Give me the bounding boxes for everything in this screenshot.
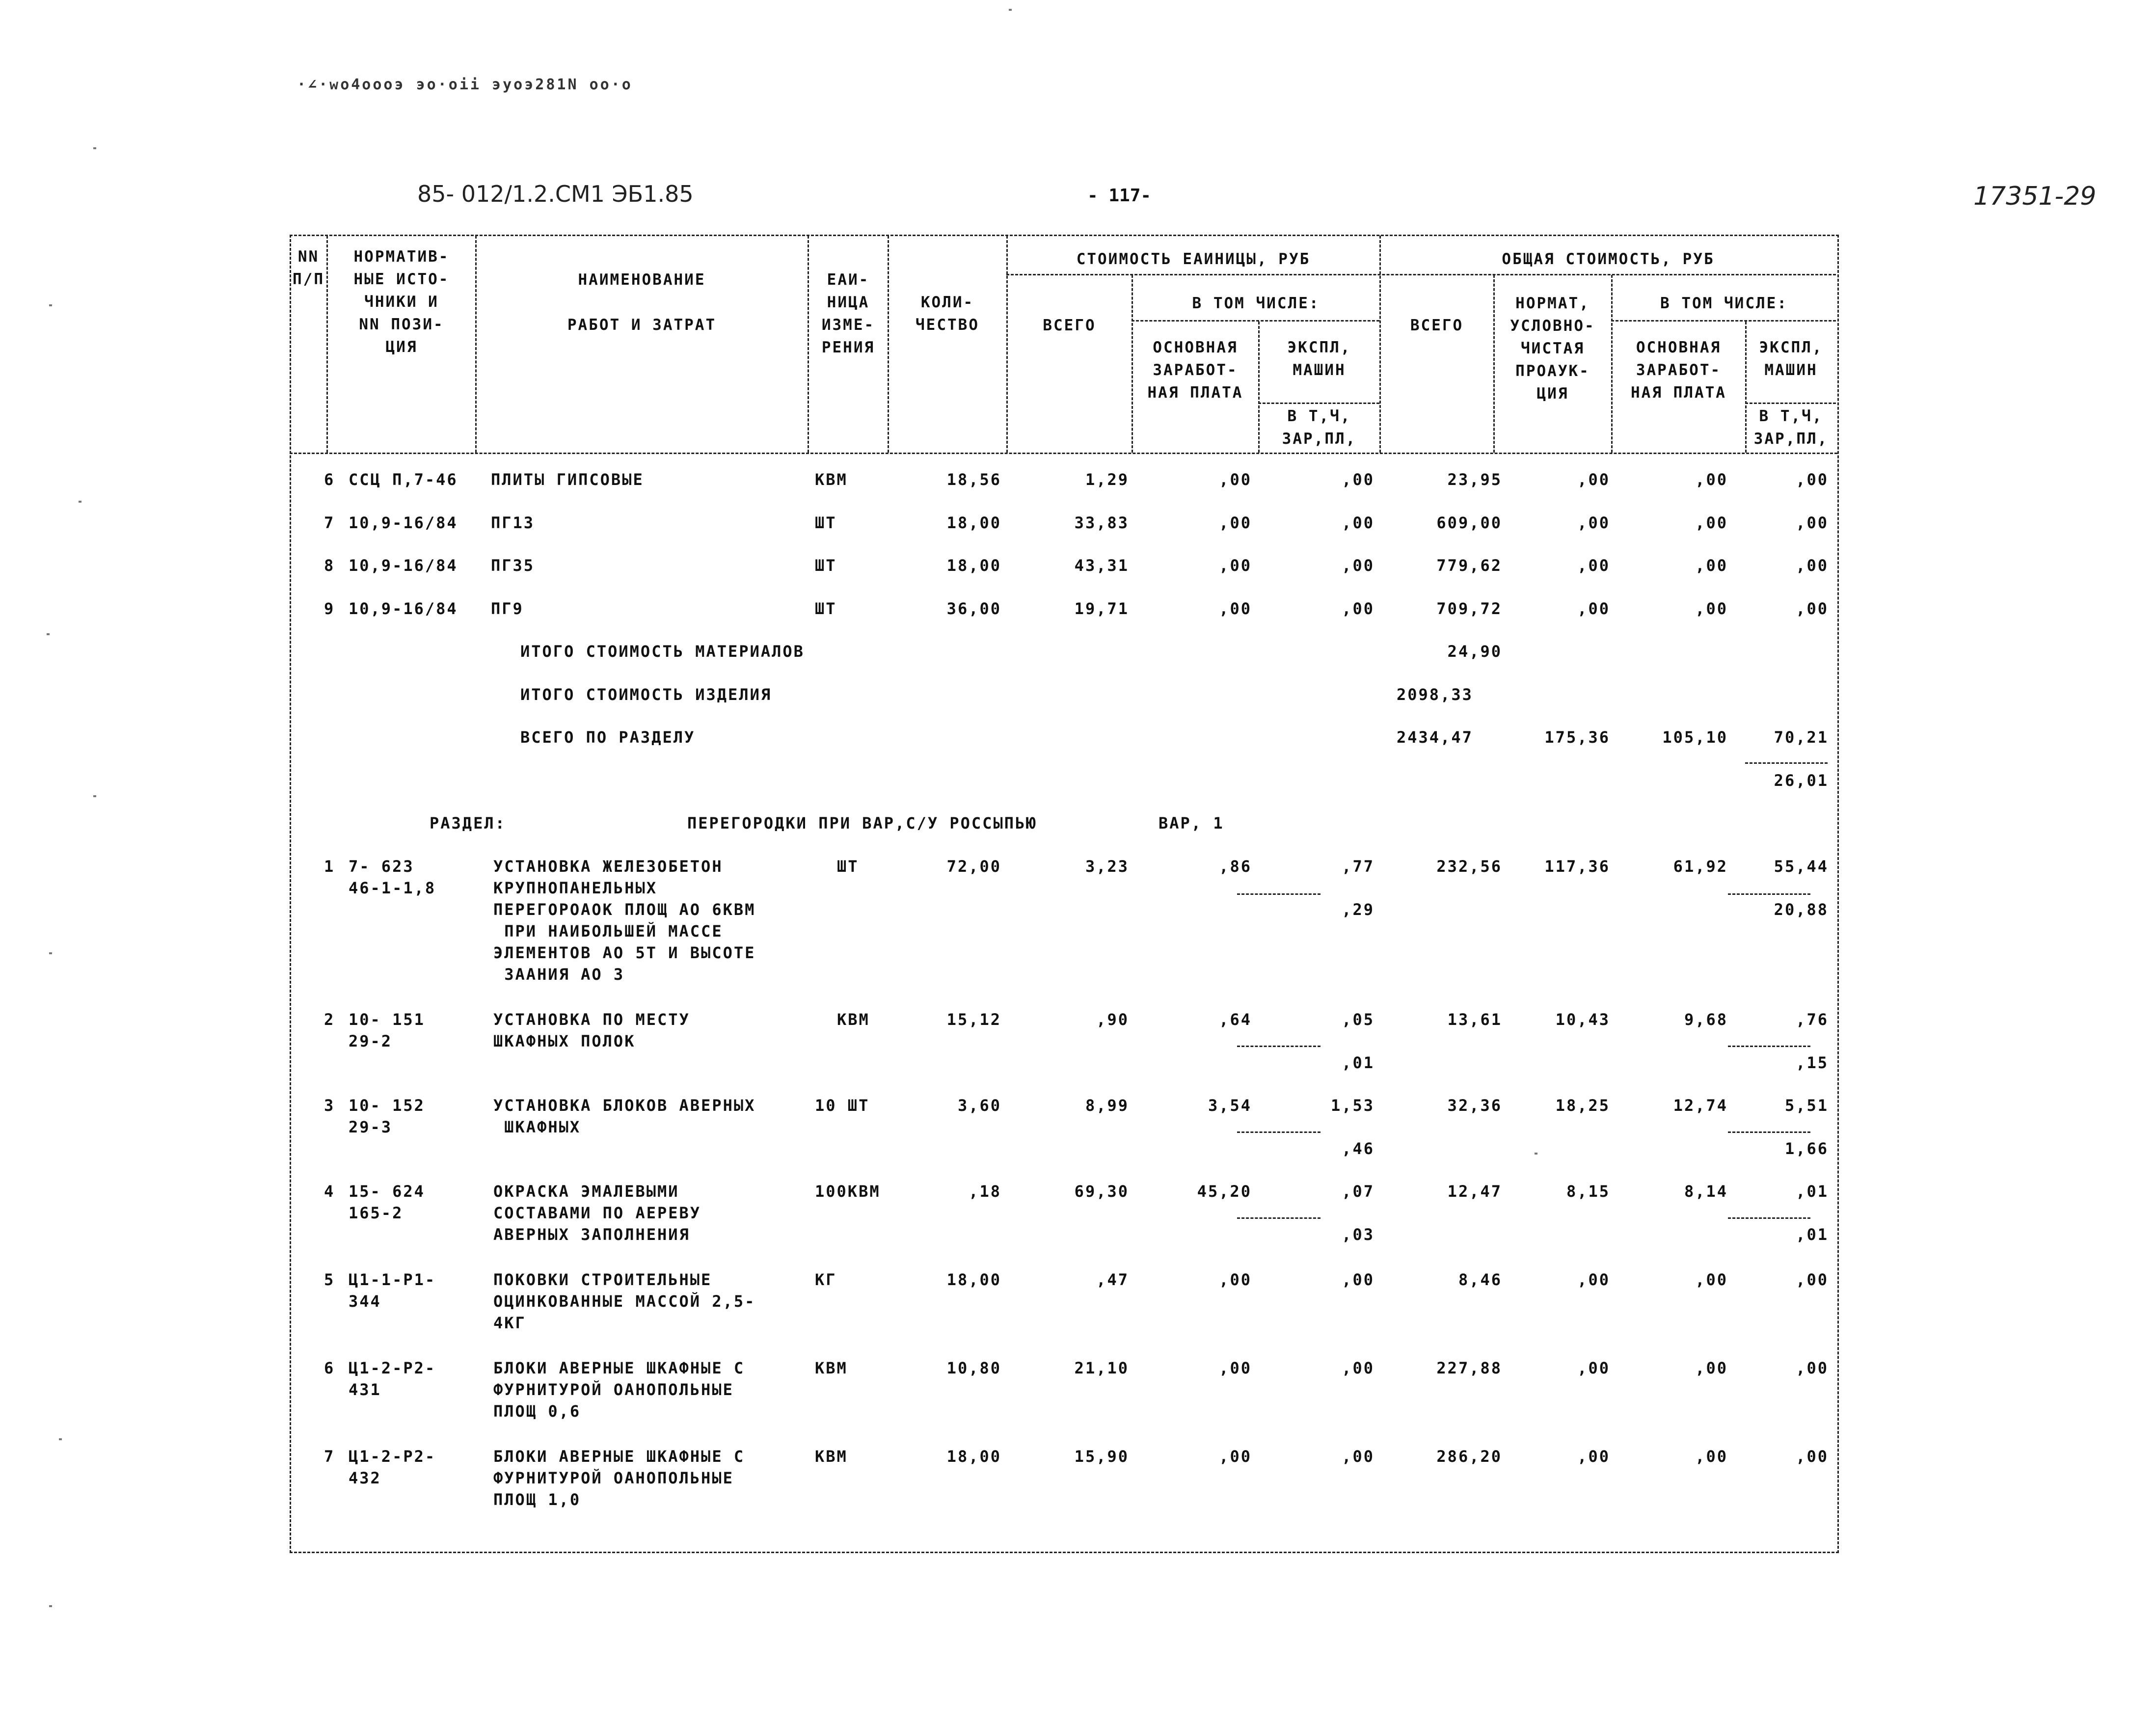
row-unit: КВМ: [815, 1359, 848, 1377]
row-unit: КВМ: [815, 1447, 848, 1466]
row-name: БЛОКИ АВЕРНЫЕ ШКАФНЫЕ С ФУРНИТУРОЙ ОАНОПОЛЬНЫЕ ПЛОЩ 0,6: [493, 1359, 745, 1421]
row-total-mach: ,00: [1796, 513, 1829, 532]
row-number: 8: [324, 556, 335, 575]
row-total-norm: ,00: [1577, 556, 1610, 575]
header-divider: [290, 453, 1837, 454]
row-unit-wage: ,64: [1219, 1010, 1252, 1029]
row-unit-mach: ,00: [1342, 513, 1374, 532]
row-unit-mach: ,00: [1342, 470, 1374, 489]
row-unit: КВМ: [837, 1010, 870, 1029]
row-total-mach: ,00: [1796, 1359, 1829, 1377]
row-qty: 18,00: [946, 1270, 1001, 1289]
scan-speck: [93, 147, 96, 149]
scan-header-text: ·∠·ᴡо4оооэ эо·оіі эуоэ281N оо·о: [297, 76, 633, 93]
row-unit-mach: ,05: [1342, 1010, 1374, 1029]
row-qty: ,18: [969, 1182, 1001, 1201]
table-row: [295, 598, 1831, 619]
row-unit-wage: ,00: [1219, 513, 1252, 532]
row-unit-total: 69,30: [1074, 1182, 1129, 1201]
scan-speck: [49, 952, 52, 954]
row-total-mach: ,01: [1796, 1182, 1829, 1201]
header-unit-wage: ОСНОВНАЯ ЗАРАБОТ- НАЯ ПЛАТА: [1147, 339, 1243, 402]
section-total-norm: 175,36: [1544, 728, 1610, 747]
row-number: 6: [324, 1359, 335, 1377]
row-total-all: 13,61: [1447, 1010, 1502, 1029]
row-unit-mach-wage: ,29: [1342, 900, 1374, 919]
row-unit: КВМ: [815, 470, 848, 489]
row-unit: ШТ: [815, 599, 837, 618]
row-total-all: 227,88: [1436, 1359, 1502, 1377]
row-unit-total: ,90: [1096, 1010, 1129, 1029]
row-source: Ц1-2-Р2- 432: [349, 1447, 436, 1487]
row-name: ОКРАСКА ЭМАЛЕВЫМИ СОСТАВАМИ ПО АЕРЕВУ АВЕРНЫХ ЗАПОЛНЕНИЯ: [493, 1182, 701, 1244]
product-total-label: ИТОГО СТОИМОСТЬ ИЗДЕЛИЯ: [520, 685, 772, 704]
row-name: ПГ9: [491, 599, 524, 618]
row-total-all: 609,00: [1436, 513, 1502, 532]
row-number: 5: [324, 1270, 335, 1289]
row-total-all: 779,62: [1436, 556, 1502, 575]
row-unit-mach: ,07: [1342, 1182, 1374, 1201]
row-unit-mach: ,00: [1342, 556, 1374, 575]
row-qty: 18,00: [946, 1447, 1001, 1466]
row-total-all: 23,95: [1447, 470, 1502, 489]
section-total-wage: 105,10: [1662, 728, 1728, 747]
row-qty: 18,56: [946, 470, 1001, 489]
row-name: БЛОКИ АВЕРНЫЕ ШКАФНЫЕ С ФУРНИТУРОЙ ОАНОПОЛЬНЫЕ ПЛОЩ 1,0: [493, 1447, 745, 1509]
subtotal-dash: [1728, 893, 1810, 895]
header-total-norm: НОРМАТ, УСЛОВНО- ЧИСТАЯ ПРОАУК- ЦИЯ: [1510, 295, 1595, 403]
header-subline: [1006, 274, 1836, 275]
row-unit-mach: ,00: [1342, 599, 1374, 618]
product-total-value: 2098,33: [1397, 685, 1473, 704]
row-total-mach: ,00: [1796, 556, 1829, 575]
subtotal-dash: [1728, 1046, 1810, 1047]
row-total-mach: 55,44: [1774, 857, 1829, 876]
table-row: [295, 512, 1831, 534]
row-qty: 36,00: [946, 599, 1001, 618]
table-row: [295, 856, 1831, 993]
row-total-all: 32,36: [1447, 1096, 1502, 1115]
row-total-wage: 9,68: [1684, 1010, 1728, 1029]
row-unit-mach: 1,53: [1330, 1096, 1374, 1115]
row-number: 1: [324, 857, 335, 876]
subtotal-dash: [1745, 762, 1828, 764]
materials-total-label: ИТОГО СТОИМОСТЬ МАТЕРИАЛОВ: [520, 642, 805, 661]
row-unit-wage: ,00: [1219, 556, 1252, 575]
subtotal-dash: [1237, 1046, 1321, 1047]
subtotal-dash: [1728, 1217, 1810, 1219]
row-name: ПЛИТЫ ГИПСОВЫЕ: [491, 470, 644, 489]
scan-speck: [1009, 9, 1012, 11]
row-unit: 10 ШТ: [815, 1096, 870, 1115]
table-row: [295, 1269, 1831, 1338]
row-total-norm: 8,15: [1566, 1182, 1610, 1201]
row-source: 10- 151 29-2: [349, 1010, 425, 1050]
row-total-norm: ,00: [1577, 1359, 1610, 1377]
row-unit-total: 3,23: [1085, 857, 1129, 876]
row-unit-wage: 45,20: [1197, 1182, 1252, 1201]
table-row: [295, 1181, 1831, 1259]
row-qty: 15,12: [946, 1010, 1001, 1029]
section-total-label: ВСЕГО ПО РАЗДЕЛУ: [520, 728, 696, 747]
row-source: 10,9-16/84: [349, 556, 458, 575]
header-unit-cost: СТОИМОСТЬ ЕАИНИЦЫ, РУБ: [1076, 250, 1311, 268]
row-unit-mach: ,00: [1342, 1359, 1374, 1377]
scan-speck: [47, 633, 50, 635]
row-unit-wage: ,00: [1219, 599, 1252, 618]
row-number: 7: [324, 513, 335, 532]
row-total-all: 232,56: [1436, 857, 1502, 876]
subtotal-dash: [1728, 1131, 1810, 1133]
row-unit-total: 8,99: [1085, 1096, 1129, 1115]
row-number: 4: [324, 1182, 335, 1201]
row-source: Ц1-2-Р2- 431: [349, 1359, 436, 1399]
scan-speck: [59, 1438, 62, 1440]
header-subline: [1132, 320, 1379, 322]
table-row: [295, 555, 1831, 576]
row-total-mach: ,00: [1796, 470, 1829, 489]
row-name: УСТАНОВКА ПО МЕСТУ ШКАФНЫХ ПОЛОК: [493, 1010, 690, 1050]
row-qty: 3,60: [957, 1096, 1001, 1115]
row-qty: 18,00: [946, 556, 1001, 575]
row-number: 6: [324, 470, 335, 489]
table-row: [295, 1357, 1831, 1426]
table-row: [295, 1095, 1831, 1158]
row-total-norm: 10,43: [1555, 1010, 1610, 1029]
row-source: 10,9-16/84: [349, 513, 458, 532]
row-unit-total: 1,29: [1085, 470, 1129, 489]
row-unit-total: 43,31: [1074, 556, 1129, 575]
row-name: ПОКОВКИ СТРОИТЕЛЬНЫЕ ОЦИНКОВАННЫЕ МАССОЙ 2,5- 4КГ: [493, 1270, 756, 1332]
row-qty: 10,80: [946, 1359, 1001, 1377]
table-row: [295, 1446, 1831, 1514]
row-unit: ШТ: [815, 513, 837, 532]
table-row: [295, 1009, 1831, 1072]
row-total-wage: 61,92: [1673, 857, 1728, 876]
row-unit-wage: ,00: [1219, 1447, 1252, 1466]
section-total-mach-wage: 26,01: [1774, 771, 1829, 790]
row-unit: ШТ: [815, 556, 837, 575]
header-total-all: ВСЕГО: [1410, 317, 1464, 334]
row-total-wage: 8,14: [1684, 1182, 1728, 1201]
row-total-wage: ,00: [1695, 599, 1728, 618]
row-number: 2: [324, 1010, 335, 1029]
row-total-norm: ,00: [1577, 513, 1610, 532]
section-variant: ВАР, 1: [1159, 814, 1224, 833]
row-source: 15- 624 165-2: [349, 1182, 425, 1222]
row-total-mach-wage: 1,66: [1784, 1139, 1829, 1158]
scan-speck: [1535, 1153, 1537, 1155]
row-unit-wage: 3,54: [1208, 1096, 1252, 1115]
row-unit: КГ: [815, 1270, 837, 1289]
row-number: 7: [324, 1447, 335, 1466]
row-total-wage: ,00: [1695, 1447, 1728, 1466]
row-total-all: 286,20: [1436, 1447, 1502, 1466]
row-qty: 18,00: [946, 513, 1001, 532]
materials-total-value: 24,90: [1447, 642, 1502, 661]
row-total-mach-wage: ,01: [1796, 1225, 1829, 1244]
row-number: 3: [324, 1096, 335, 1115]
row-total-norm: ,00: [1577, 599, 1610, 618]
scan-speck: [49, 1605, 52, 1607]
row-total-wage: ,00: [1695, 513, 1728, 532]
col-divider: [888, 236, 889, 453]
row-unit-total: ,47: [1096, 1270, 1129, 1289]
row-total-all: 709,72: [1436, 599, 1502, 618]
table-row: [295, 469, 1831, 490]
row-unit-mach: ,00: [1342, 1447, 1374, 1466]
scan-speck: [49, 304, 52, 306]
section-label: РАЗДЕЛ:: [430, 814, 506, 833]
row-unit-wage: ,86: [1219, 857, 1252, 876]
row-unit: ШТ: [837, 857, 859, 876]
row-total-wage: ,00: [1695, 556, 1728, 575]
row-unit-mach: ,77: [1342, 857, 1374, 876]
row-total-mach: ,00: [1796, 599, 1829, 618]
header-total-cost: ОБЩАЯ СТОИМОСТЬ, РУБ: [1502, 250, 1715, 268]
row-total-norm: ,00: [1577, 1447, 1610, 1466]
header-subline: [1745, 403, 1836, 404]
header-subline: [1611, 320, 1836, 322]
row-total-mach-wage: 20,88: [1774, 900, 1829, 919]
row-total-norm: 117,36: [1544, 857, 1610, 876]
row-total-all: 12,47: [1447, 1182, 1502, 1201]
row-unit-total: 19,71: [1074, 599, 1129, 618]
row-unit-total: 33,83: [1074, 513, 1129, 532]
row-total-wage: ,00: [1695, 470, 1728, 489]
scan-speck: [79, 501, 81, 503]
header-subline: [1258, 403, 1379, 404]
row-unit-mach-wage: ,03: [1342, 1225, 1374, 1244]
row-total-all: 8,46: [1458, 1270, 1502, 1289]
row-total-mach: 5,51: [1784, 1096, 1829, 1115]
page-number: - 117-: [1087, 186, 1152, 206]
subtotal-dash: [1237, 893, 1321, 895]
row-unit-total: 15,90: [1074, 1447, 1129, 1466]
header-total-wage: ОСНОВНАЯ ЗАРАБОТ- НАЯ ПЛАТА: [1631, 339, 1726, 402]
section-title: ПЕРЕГОРОДКИ ПРИ ВАР,С/У РОССЫПЬЮ: [687, 814, 1037, 833]
header-norm-source: НОРМАТИВ- НЫЕ ИСТО- ЧНИКИ И NN ПОЗИ- ЦИЯ: [353, 248, 450, 356]
row-unit-wage: ,00: [1219, 470, 1252, 489]
row-name: УСТАНОВКА БЛОКОВ АВЕРНЫХ ШКАФНЫХ: [493, 1096, 756, 1136]
row-number: 9: [324, 599, 335, 618]
section-total-all: 2434,47: [1397, 728, 1473, 747]
row-unit-mach-wage: ,46: [1342, 1139, 1374, 1158]
row-name: ПГ35: [491, 556, 535, 575]
row-source: Ц1-1-Р1- 344: [349, 1270, 436, 1311]
header-total-incl: В ТОМ ЧИСЛЕ:: [1660, 295, 1788, 312]
row-total-norm: ,00: [1577, 1270, 1610, 1289]
section-total-mach: 70,21: [1774, 728, 1829, 747]
row-total-wage: ,00: [1695, 1270, 1728, 1289]
row-unit-wage: ,00: [1219, 1359, 1252, 1377]
row-unit-wage: ,00: [1219, 1270, 1252, 1289]
header-unit-mach-wage: В Т,Ч, ЗАР,ПЛ,: [1282, 407, 1357, 448]
row-source: ССЦ П,7-46: [349, 470, 458, 489]
row-total-wage: ,00: [1695, 1359, 1728, 1377]
subtotal-dash: [1237, 1131, 1321, 1133]
header-unit: ЕАИ- НИЦА ИЗМЕ- РЕНИЯ: [821, 271, 875, 356]
row-qty: 72,00: [946, 857, 1001, 876]
row-unit: 100КВМ: [815, 1182, 881, 1201]
header-total-mach: ЭКСПЛ, МАШИН: [1759, 339, 1823, 379]
sheet-number: 17351-29: [1973, 182, 2097, 211]
row-source: 10,9-16/84: [349, 599, 458, 618]
row-total-wage: 12,74: [1673, 1096, 1728, 1115]
row-total-mach: ,76: [1796, 1010, 1829, 1029]
row-unit-mach-wage: ,01: [1342, 1053, 1374, 1072]
header-unit-incl: В ТОМ ЧИСЛЕ:: [1192, 295, 1320, 312]
row-name: УСТАНОВКА ЖЕЛЕЗОБЕТОН КРУПНОПАНЕЛЬНЫХ ПЕРЕГОРОАОК ПЛОЩ АО 6КВМ ПРИ НАИБОЛЬШЕЙ МАССЕ ЭЛЕМЕНТОВ АО 5Т И ВЫСОТЕ ЗААНИЯ АО 3: [493, 857, 756, 984]
row-total-norm: 18,25: [1555, 1096, 1610, 1115]
header-qty: КОЛИ- ЧЕСТВО: [916, 294, 979, 334]
row-total-mach-wage: ,15: [1796, 1053, 1829, 1072]
header-nn: NN П/П: [293, 248, 324, 288]
header-name: НАИМЕНОВАНИЕ РАБОТ И ЗАТРАТ: [567, 271, 717, 334]
header-total-mach-wage: В Т,Ч, ЗАР,ПЛ,: [1753, 407, 1829, 448]
header-unit-total: ВСЕГО: [1043, 317, 1096, 334]
row-unit-total: 21,10: [1074, 1359, 1129, 1377]
row-total-mach: ,00: [1796, 1447, 1829, 1466]
row-total-mach: ,00: [1796, 1270, 1829, 1289]
row-source: 10- 152 29-3: [349, 1096, 425, 1136]
scan-speck: [93, 795, 96, 797]
row-source: 7- 623 46-1-1,8: [349, 857, 436, 897]
subtotal-dash: [1237, 1217, 1321, 1219]
row-total-norm: ,00: [1577, 470, 1610, 489]
row-name: ПГ13: [491, 513, 535, 532]
document-code: 85- 012/1.2.CM1 ЭБ1.85: [417, 181, 694, 207]
row-unit-mach: ,00: [1342, 1270, 1374, 1289]
header-unit-mach: ЭКСПЛ, МАШИН: [1287, 339, 1351, 379]
